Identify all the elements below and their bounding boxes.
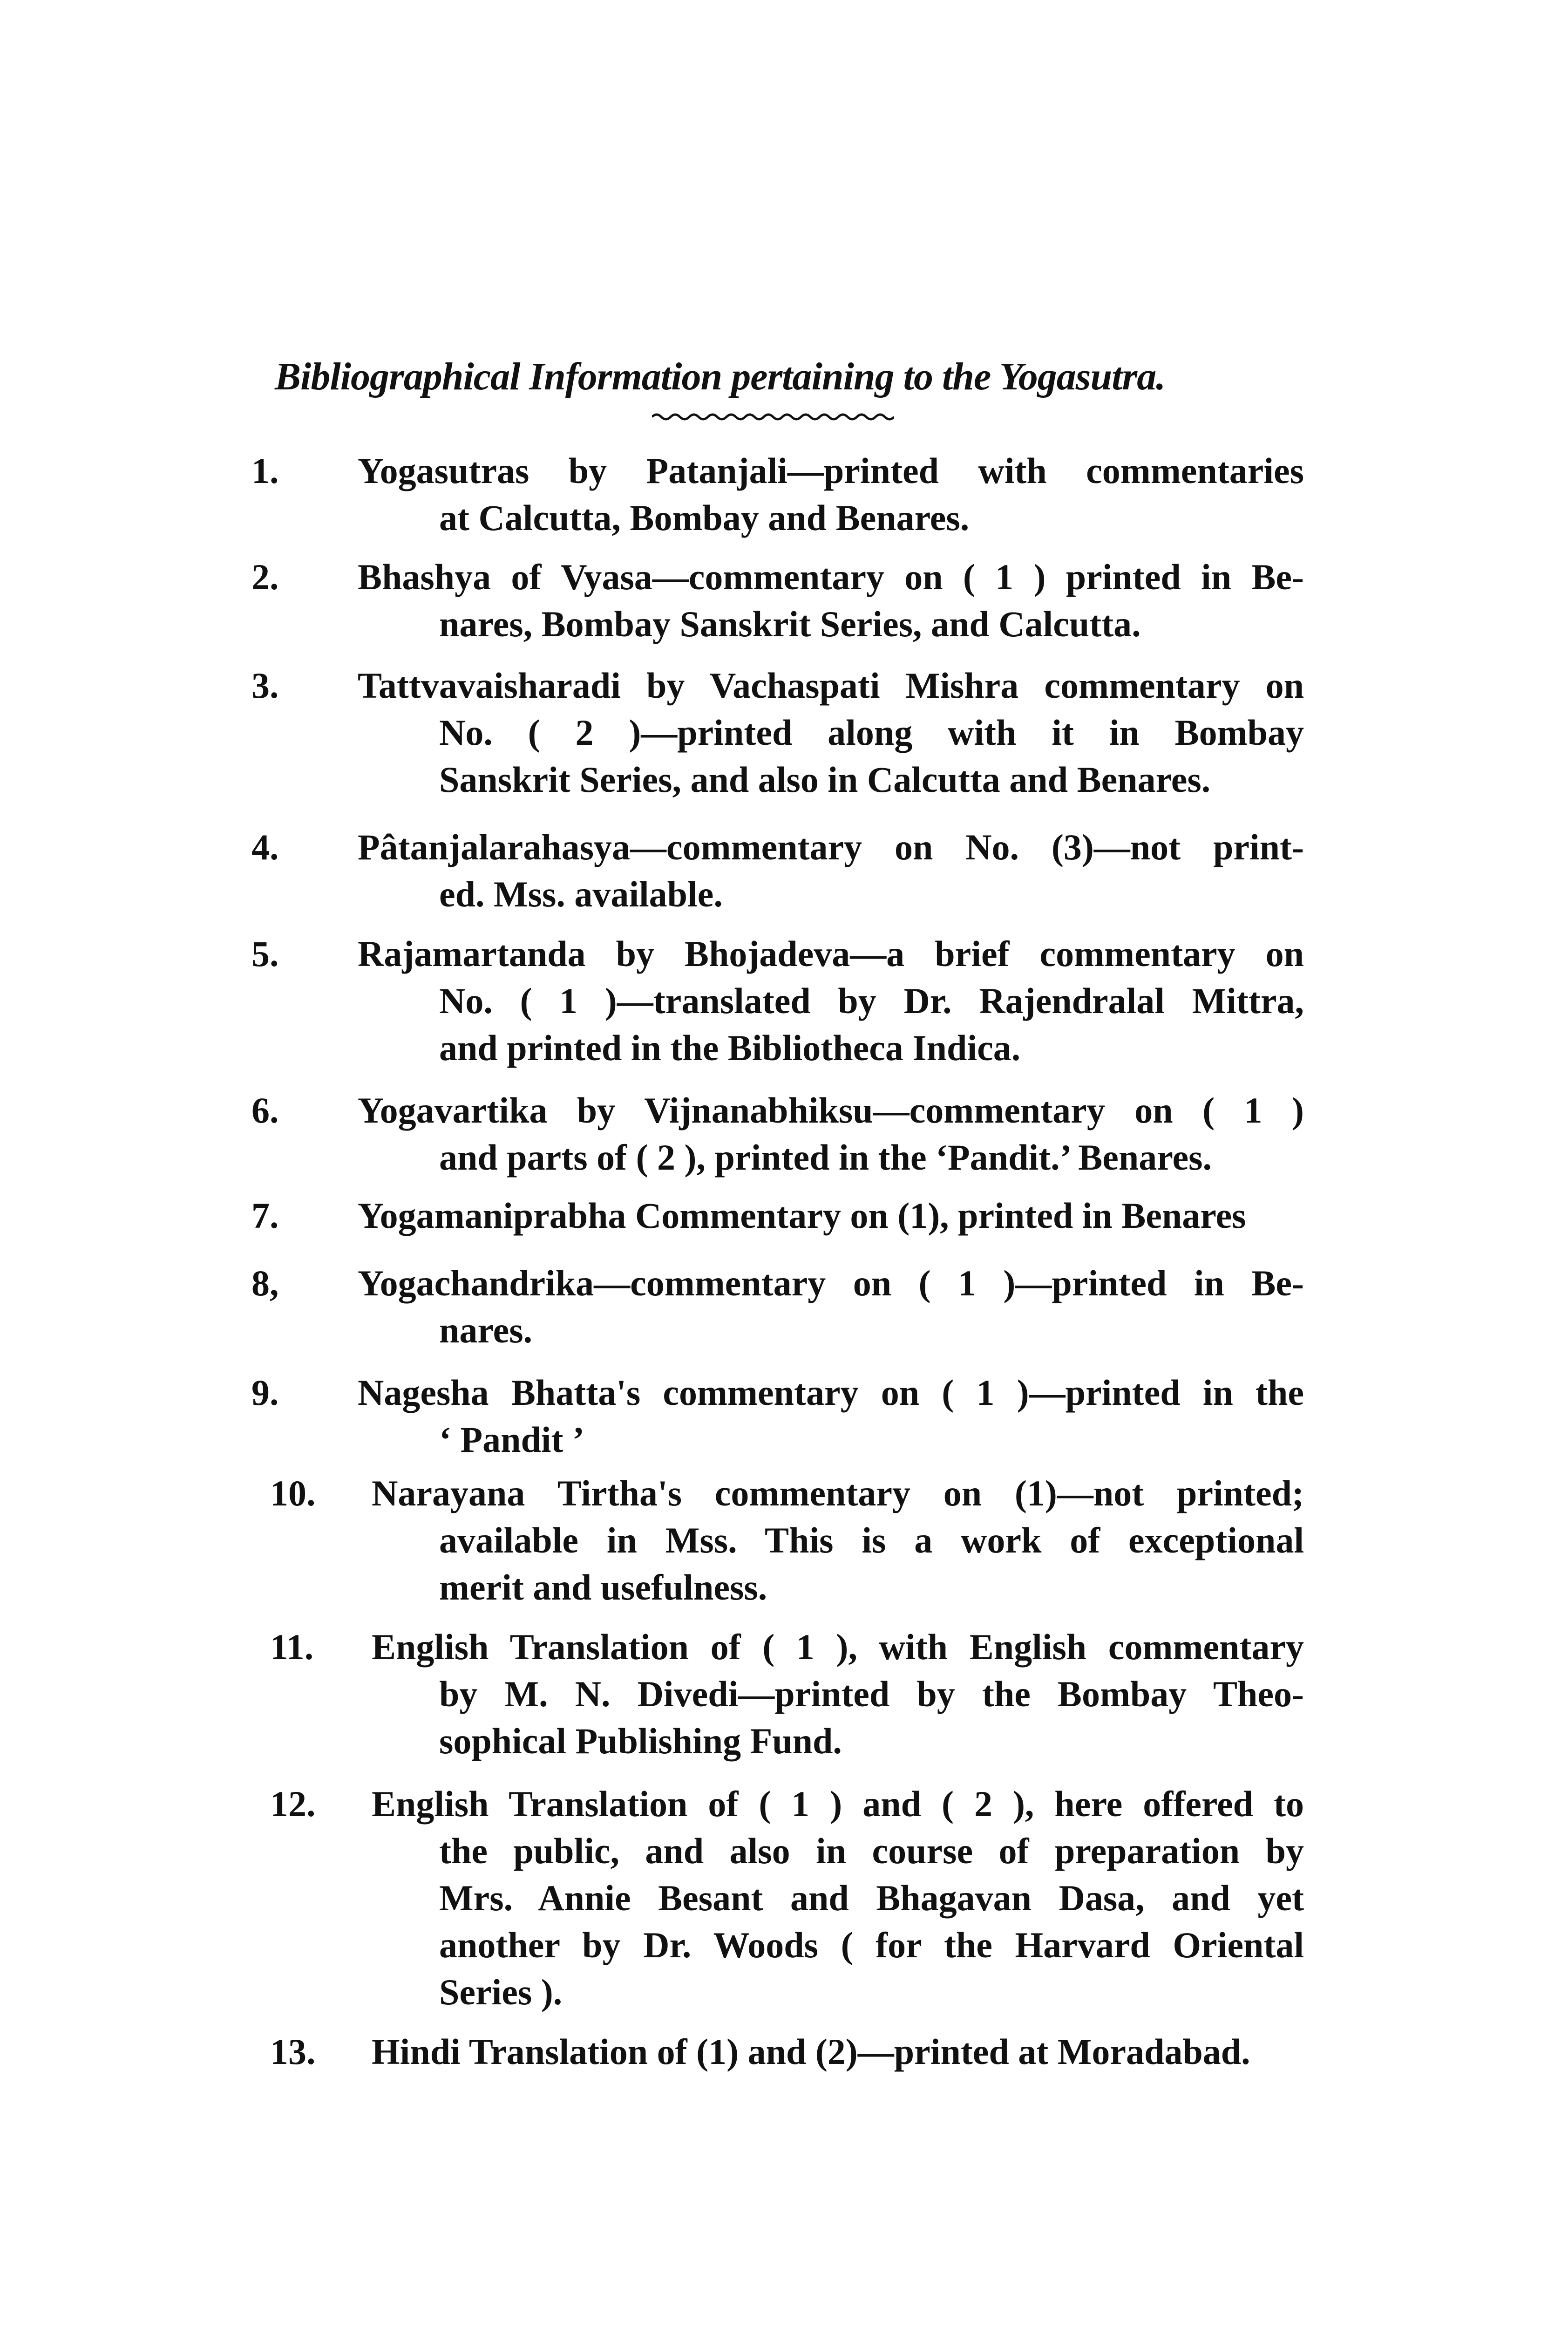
- entry-text-line: Series ).: [439, 1972, 563, 2012]
- entry-text-line: sophical Publishing Fund.: [439, 1721, 842, 1761]
- entry-text-line: ‘ Pandit ’: [439, 1419, 584, 1460]
- entry-text-line: another by Dr. Woods ( for the Harvard Oriental: [439, 1925, 1304, 1965]
- entry-text-line: nares.: [439, 1310, 533, 1350]
- entry-text-line: Yogamaniprabha Commentary on (1), printed in Benares: [358, 1195, 1246, 1236]
- entry-text-line: Bhashya of Vyasa—commentary on ( 1 ) printed in Be-: [358, 557, 1304, 597]
- page-title: Bibliographical Information pertaining to the Yogasutra.: [275, 355, 1166, 398]
- entry-text-line: the public, and also in course of preparation by: [439, 1831, 1304, 1871]
- entry-text-line: Sanskrit Series, and also in Calcutta and Benares.: [439, 759, 1211, 800]
- entry-text-line: No. ( 2 )—printed along with it in Bombay: [439, 712, 1304, 753]
- entry-text-line: English Translation of ( 1 ) and ( 2 ), here offered to: [372, 1784, 1304, 1824]
- entry-number: 10.: [270, 1473, 316, 1513]
- entry-text-line: and parts of ( 2 ), printed in the ‘Pandit.’ Benares.: [439, 1137, 1212, 1178]
- entry-number: 4.: [251, 827, 279, 867]
- entry-text-line: Yogachandrika—commentary on ( 1 )—printed in Be-: [358, 1263, 1304, 1303]
- entry-text-line: Pâtanjalarahasya—commentary on No. (3)—not print-: [358, 827, 1304, 867]
- entry-number: 1.: [251, 450, 279, 491]
- entry-number: 6.: [251, 1090, 279, 1130]
- entry-text-line: ed. Mss. available.: [439, 874, 723, 914]
- entry-text-line: and printed in the Bibliotheca Indica.: [439, 1028, 1021, 1068]
- entry-text-line: Yogavartika by Vijnanabhiksu—commentary on ( 1 ): [358, 1090, 1304, 1130]
- entry-text-line: English Translation of ( 1 ), with English commentary: [372, 1627, 1304, 1667]
- entry-text-line: nares, Bombay Sanskrit Series, and Calcutta.: [439, 604, 1141, 644]
- entry-number: 13.: [270, 2031, 316, 2072]
- entry-text-line: Nagesha Bhatta's commentary on ( 1 )—printed in the: [358, 1372, 1304, 1413]
- entry-text-line: Yogasutras by Patanjali—printed with commentaries: [358, 450, 1304, 491]
- entry-text-line: Narayana Tirtha's commentary on (1)—not printed;: [372, 1473, 1304, 1513]
- entry-text-line: Tattvavaisharadi by Vachaspati Mishra commentary on: [358, 665, 1304, 706]
- entry-number: 12.: [270, 1784, 316, 1824]
- entry-text-line: Mrs. Annie Besant and Bhagavan Dasa, and yet: [439, 1878, 1304, 1918]
- entry-number: 3.: [251, 665, 279, 706]
- entry-text-line: Hindi Translation of (1) and (2)—printed at Moradabad.: [372, 2031, 1250, 2072]
- entry-text-line: merit and usefulness.: [439, 1567, 767, 1607]
- entry-text-line: available in Mss. This is a work of exceptional: [439, 1520, 1304, 1560]
- entry-number: 2.: [251, 557, 279, 597]
- entry-text-line: at Calcutta, Bombay and Benares.: [439, 497, 970, 538]
- entry-text-line: by M. N. Divedi—printed by the Bombay Theo-: [439, 1674, 1304, 1714]
- entry-number: 7.: [251, 1195, 279, 1236]
- entry-number: 5.: [251, 933, 279, 974]
- entry-number: 8,: [251, 1263, 279, 1303]
- entry-number: 11.: [270, 1627, 314, 1667]
- entry-number: 9.: [251, 1372, 279, 1413]
- ornamental-wavy-rule: [652, 412, 894, 422]
- entry-text-line: Rajamartanda by Bhojadeva—a brief commentary on: [358, 933, 1304, 974]
- entry-text-line: No. ( 1 )—translated by Dr. Rajendralal Mittra,: [439, 981, 1304, 1021]
